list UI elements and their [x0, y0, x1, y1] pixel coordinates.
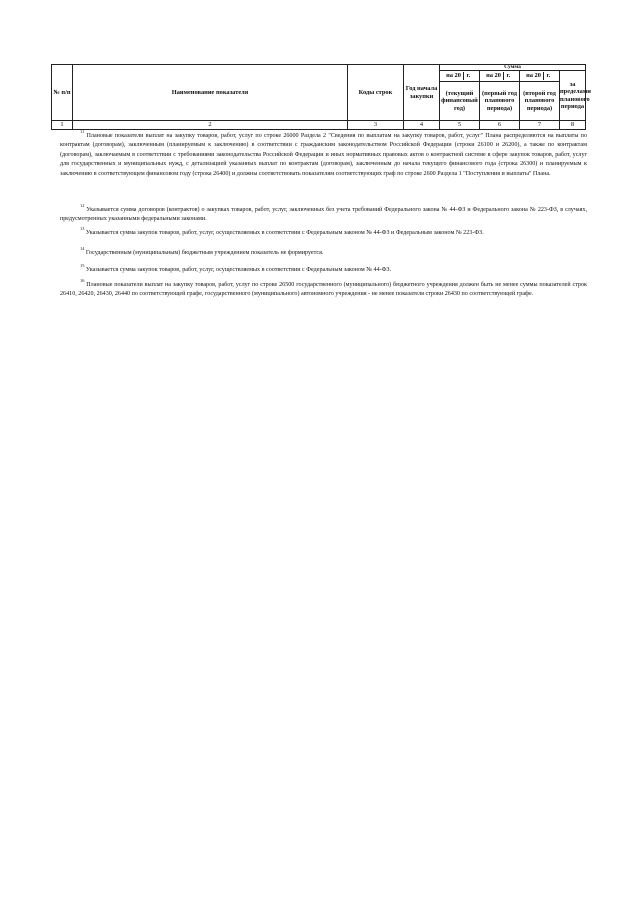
footnote-text: Государственным (муниципальным) бюджетным учреждением показатель не формируется. — [85, 250, 324, 256]
year-suffix: г. — [463, 72, 473, 79]
footnote-text: Указывается сумма закупок товаров, работ, услуг, осуществляемых в соответствии с Федеральным законом № 44-ФЗ. — [85, 267, 392, 273]
footnote-15 — [60, 263, 587, 275]
footnote-mark: 12 — [80, 203, 85, 208]
footnote-mark: 16 — [80, 278, 85, 283]
col-year-start-header: Год начала закупки — [404, 65, 440, 121]
col-name-header: Наименование показателя — [73, 65, 348, 121]
col-number-3: 3 — [348, 121, 404, 130]
sum-group-header: Сумма — [440, 65, 586, 71]
footnote-text: Указывается сумма договоров (контрактов) о закупках товаров, работ, услуг, заключенных без учета требований Федерального закона № 44-ФЗ и Федерального закона № 223-ФЗ, в случаях, предусмотренных указанными федеральными законами. — [60, 207, 587, 223]
col-number-8: 8 — [560, 121, 586, 130]
year-prefix: на 20 — [526, 72, 541, 80]
year-suffix: г. — [503, 72, 513, 79]
col-number-7: 7 — [520, 121, 560, 130]
footnote-mark: 15 — [80, 263, 85, 268]
year-prefix: на 20 — [446, 72, 461, 80]
payments-table-header — [51, 64, 591, 130]
footnote-11 — [60, 129, 587, 179]
footnote-14 — [60, 246, 587, 258]
footnote-13 — [60, 226, 587, 238]
current-year-subheader — [440, 71, 480, 82]
year-prefix: на 20 — [486, 72, 501, 80]
col-codes-header: Коды строк — [348, 65, 404, 121]
col-number-1: 1 — [52, 121, 73, 130]
col-number-header: № п/п — [52, 65, 73, 121]
footnote-mark: 11 — [80, 129, 85, 134]
footnote-text: Указывается сумма закупок товаров, работ, услуг, осуществляемых в соответствии с Федеральным законом № 44-ФЗ и Федеральным законом № 223-ФЗ. — [85, 230, 484, 236]
footnote-12 — [60, 203, 587, 225]
col-beyond-header: за пределами планового периода — [560, 71, 586, 121]
footnote-mark: 13 — [80, 226, 85, 231]
col-number-4: 4 — [404, 121, 440, 130]
col-current-year-header: (текущий финансовый год) — [440, 82, 480, 121]
footnote-mark: 14 — [80, 246, 85, 251]
col-second-year-header: (второй год планового периода) — [520, 82, 560, 121]
footnote-text: Плановые показатели выплат на закупку товаров, работ, услуг по строке 26000 Раздела 2 "Сведения по выплатам на закупку товаров, работ, услуг" Плана распределяются на выплаты по контрактам (договорам), заключенным (планируемым к заключению) в соответствии с гражданским законодательством Российской Федерации (строки 26100 и 26200), а также по контрактам (договорам), заключаемым в соответствии с требованиями законодательства Российской Федерации и иных нормативных правовых актов о контрактной системе в сфере закупок товаров, работ, услуг для государственных и муниципальных нужд, с детализацией указанных выплат по контрактам (договорам), заключенным до начала текущего финансового года (строка 26300) и планируемым к заключению в соответствующем финансовом году (строка 26400) и должны соответствовать показателям соответствующих граф по строке 2600 Раздела 1 "Поступления и выплаты" Плана. — [60, 133, 587, 177]
col-number-2: 2 — [73, 121, 348, 130]
first-year-subheader — [480, 71, 520, 82]
col-number-6: 6 — [480, 121, 520, 130]
col-number-5: 5 — [440, 121, 480, 130]
col-first-year-header: (первый год планового периода) — [480, 82, 520, 121]
second-year-subheader — [520, 71, 560, 82]
footnote-16 — [60, 278, 587, 300]
year-suffix: г. — [543, 72, 553, 79]
footnote-text: Плановые показатели выплат на закупку товаров, работ, услуг по строке 26500 государственного (муниципального) бюджетного учреждения должен быть не менее суммы показателей строк 26410, 26420, 26430, 26440 по соответствующей графе, государственного (муниципального) автономного учреждения - не менее показателя строки 26430 по соответствующей графе. — [60, 282, 587, 298]
